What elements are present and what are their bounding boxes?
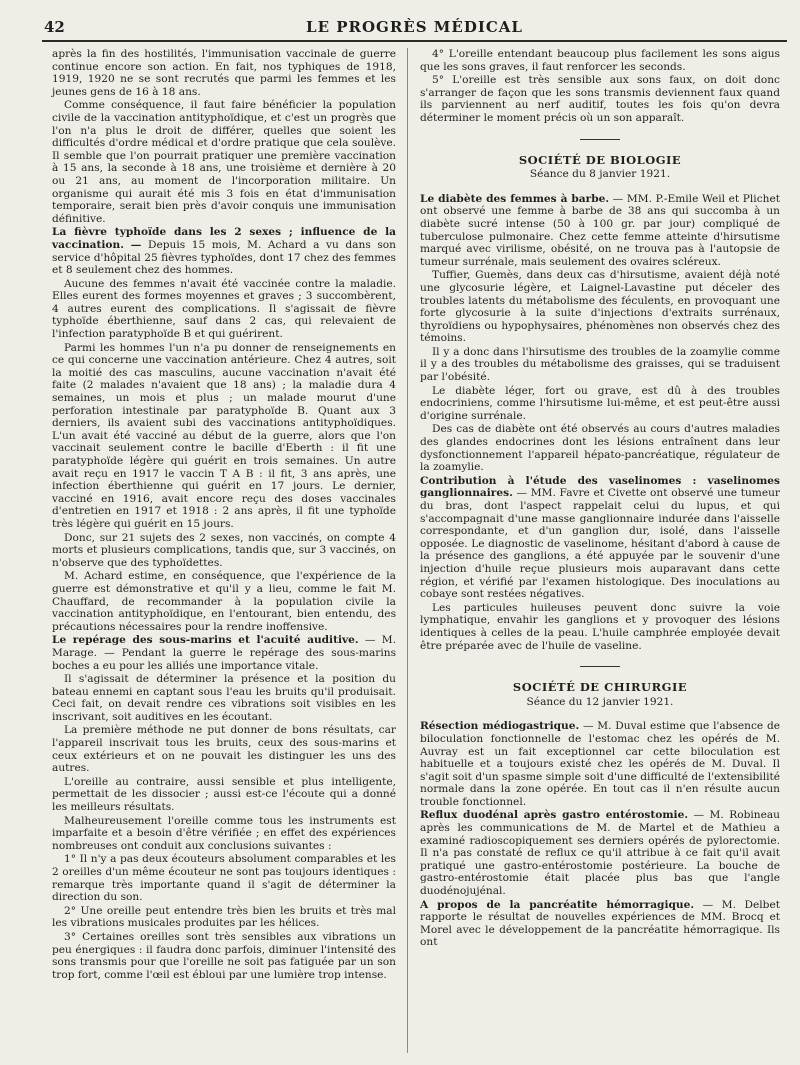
paragraph <box>52 570 396 633</box>
paragraph <box>420 899 780 949</box>
paragraph-lead: Le repérage des sous-marins et l'acuité auditive. <box>52 634 359 647</box>
paragraph-text: L'oreille au contraire, aussi sensible et plus intelligente, permettait de les dissocier ; aussi est-ce l'écoute qui a donné les meilleurs résultats. <box>52 775 396 814</box>
paragraph-text: Le diabète léger, fort ou grave, est dû à des troubles endocriniens, comme l'hirsutisme lui-même, et est peut-être aussi d'origine surrénale. <box>420 384 780 422</box>
paragraph <box>420 193 780 269</box>
section-separator <box>580 139 620 140</box>
section-separator <box>580 666 620 667</box>
session-date: Séance du 12 janvier 1921. <box>526 695 674 708</box>
paragraph-text: Donc, sur 21 sujets des 2 sexes, non vaccinés, on compte 4 morts et plusieurs complications, tandis que, sur 3 vaccinés, on n'observe que des typhoïdettes. <box>52 531 396 569</box>
paragraph <box>420 602 780 652</box>
paragraph <box>420 74 780 124</box>
paragraph <box>52 724 396 774</box>
paragraph <box>420 346 780 384</box>
paragraph-text: Des cas de diabète ont été observés au cours d'autres maladies des glandes endocrines dont les lésions entraînent dans leur dysfonctionnement l'appareil hépato-pancréatique, régulateur de la zoamylie. <box>420 423 780 474</box>
paragraph-text: — M. Duval estime que l'absence de biloculation fonctionnelle de l'estomac chez les opérés de M. Auvray est un fait exceptionnel car cette biloculation est habituelle et a toujours existé chez les opérés de M. Duval. Il s'agit soit d'un spasme simple soit d'une difficulté de l'extensibilité normale dans la zone opérée. En tout cas il n'en résulte aucun trouble fonctionnel. <box>420 720 780 808</box>
paragraph <box>52 48 396 98</box>
paragraph-lead: Reflux duodénal après gastro entérostomie. <box>420 809 689 822</box>
paragraph <box>420 475 780 601</box>
paragraph-text: M. Achard estime, en conséquence, que l'expérience de la guerre est démonstrative et qu'il y a lieu, comme le fait M. Chauffard, de recommander à la population civile la vaccination antityphoïdique, en l'entourant, bien entendu, des précautions nécessaires pour la rendre inoffensive. <box>52 570 396 633</box>
paragraph <box>52 342 396 531</box>
paragraph <box>420 48 780 73</box>
paragraph-text: — MM. Favre et Civette ont observé une tumeur du bras, dont l'aspect rappelait celui du lupus, et qui s'accompagnait d'une masse ganglionnaire indurée dans l'aisselle correspondante, et d'un ganglion dur, isolé, dans l'aisselle opposée. Le diagnostic de vaselinome, hésitant d'abord à cause de la présence des ganglions, a été appuyée par le souvenir d'une injection d'huile reçue plusieurs mois auparavant dans cette région, et vérifié par l'examen histologique. Des inoculations au cobaye sont restées négatives. <box>420 487 780 601</box>
column-divider <box>407 48 408 1053</box>
paragraph-text: Depuis 15 mois, M. Achard a vu dans son service d'hôpital 25 fièvres typhoïdes, dont 17 chez des femmes et 8 seulement chez des hommes. <box>52 238 396 277</box>
paragraph-text: 1° Il n'y a pas deux écouteurs absolument comparables et les 2 oreilles d'un même écouteur ne sont pas toujours identiques : remarque très importante quand il s'agit de déterminer la direction du son. <box>52 853 396 904</box>
paragraph <box>420 269 780 345</box>
paragraph <box>52 99 396 225</box>
paragraph-text: — M. Robineau après les communications de M. de Martel et de Mathieu a examiné radioscopiquement ses derniers opérés de pylorectomie. Il n'a pas constaté de reflux ce qu'il attribue à ce fait qu'il avait pratiqué une gastro-entérostomie postérieure. La bouche de gastro-entérostomie était placée plus bas que l'angle duodénojujénal. <box>420 809 781 898</box>
paragraph <box>420 423 780 473</box>
paragraph <box>52 278 396 341</box>
session-date: Séance du 8 janvier 1921. <box>529 168 671 181</box>
paragraph-text: Tuffier, Guemès, dans deux cas d'hirsutisme, avaient déjà noté une glycosurie légère, et Laignel-Lavastine put déceler des troubles latents du métabolisme des féculents, en provoquant une forte glycosurie à la suite d'injections d'extraits surrénaux, thyroïdiens ou hypophysaires, phénomènes non observés chez des témoins. <box>420 269 780 345</box>
paragraph <box>420 720 780 808</box>
paragraph <box>420 809 780 897</box>
paragraph <box>52 634 396 672</box>
paragraph-text: Malheureusement l'oreille comme tous les instruments est imparfaite et a besoin d'être vérifiée ; en effet des expériences nombreuses ont conduit aux conclusions suivantes : <box>52 814 396 852</box>
page-header <box>42 14 787 42</box>
paragraph <box>52 931 396 981</box>
paragraph <box>52 532 396 570</box>
paragraph-text: 2° Une oreille peut entendre très bien les bruits et très mal les vibrations musicales produites par les hélices. <box>52 904 396 930</box>
paragraph <box>52 226 396 276</box>
paragraph-text: La première méthode ne put donner de bons résultats, car l'appareil inscrivait tous les bruits, ceux des sous-marins et ceux extérieurs et on ne pouvait les distinguer les uns des autres. <box>52 724 396 775</box>
paragraph-text: Les particules huileuses peuvent donc suivre la voie lymphatique, envahir les ganglions et y provoquer des lésions identiques à celles de la peau. L'huile camphrée employée devait être préparée avec de l'huile de vaseline. <box>420 601 780 652</box>
society-heading: SOCIÉTÉ DE BIOLOGIE <box>518 152 682 167</box>
page-number: 42 <box>44 18 65 36</box>
paragraph-text: Aucune des femmes n'avait été vaccinée contre la maladie. Elles eurent des formes moyennes et graves ; 3 succombèrent, 4 autres eurent des complications. Il s'agissait de fièvre typhoïde éberthienne, sauf dans 2 cas, qui relevaient de l'infection paratyphoïde B et qui guérirent. <box>52 277 396 341</box>
paragraph-text: — MM. P.-Emile Weil et Plichet ont observé une femme à barbe de 38 ans qui succomba à un diabète sucré intense (50 à 100 gr. par jour) compliqué de tuberculose pulmonaire. Chez cette femme atteinte d'hirsutisme marqué avec virilisme, obésité, on ne trouva pas à l'autopsie de tumeur surrénale, mais seulement des ovaires scléreux. <box>420 192 780 268</box>
paragraph-text: 3° Certaines oreilles sont très sensibles aux vibrations un peu énergiques : il faudra donc parfois, diminuer l'intensité des sons transmis pour que l'oreille ne soit pas fatiguée par un son trop fort, comme l'œil est ébloui par une lumière trop intense. <box>52 930 396 981</box>
paragraph <box>52 853 396 903</box>
paragraph-text: Parmi les hommes l'un n'a pu donner de renseignements en ce qui concerne une vaccination antérieure. Chez 4 autres, soit la moitié des cas masculins, aucune vaccination n'avait été faite (2 malades n'avaient que 18 ans) ; la maladie dura 4 semaines, un mois et plus ; un malade mourut d'une perforation intestinale par paratyphoïde B. Quant aux 3 derniers, ils avaient subi des vaccinations antityphoïdiques. L'un avait été vacciné au début de la guerre, alors que l'on vaccinait seulement contre le bacille d'Eberth : il fit une paratyphoïde légère qui guérit en trois semaines. Un autre avait reçu en 1917 le vaccin T A B : il fit, 3 ans après, une infection éberthienne qui guérit en 17 jours. Le dernier, vacciné en 1916, avait encore reçu des doses vaccinales d'entretien en 1917 et 1918 : 2 ans après, il fit une typhoïde très légère qui guérit en 15 jours. <box>52 341 396 530</box>
paragraph <box>52 673 396 723</box>
paragraph-text: Il y a donc dans l'hirsutisme des troubles de la zoamylie comme il y a des troubles du métabolisme des graisses, qui se traduisent par l'obésité. <box>420 345 780 384</box>
paragraph-lead: La fièvre typhoïde dans les 2 sexes ; influence de la vaccination. — <box>52 226 396 251</box>
paragraph-text: 4° L'oreille entendant beaucoup plus facilement les sons aigus que les sons graves, il faut renforcer les seconds. <box>420 48 780 73</box>
paragraph <box>52 815 396 853</box>
paragraph-text: Il s'agissait de déterminer la présence et la position du bateau ennemi en captant sous l'eau les bruits qu'il produisait. Ceci fait, on devait rendre ces vibrations soit visibles en les inscrivant, soit auditives en les écoutant. <box>52 673 396 723</box>
journal-title: LE PROGRÈS MÉDICAL <box>306 18 523 36</box>
paragraph-text: — M. Marage. — Pendant la guerre le repérage des sous-marins boches a eu pour les alliés une importance vitale. <box>52 634 396 672</box>
paragraph-text: 5° L'oreille est très sensible aux sons faux, on doit donc s'arranger de façon que les sons transmis deviennent faux quand ils parviennent au nerf auditif, toutes les fois qu'on devra déterminer le moment précis où un son apparaît. <box>420 74 780 124</box>
paragraph <box>52 905 396 930</box>
paragraph <box>52 776 396 814</box>
paragraph-text: Comme conséquence, il faut faire bénéficier la population civile de la vaccination antityphoïdique, et c'est un progrès que l'on n'a plus le droit de différer, quelles que soient les difficultés d'ordre médical et d'ordre pratique que cela soulève. Il semble que l'on pourrait pratiquer une première vaccination à 15 ans, la seconde à 18 ans, une troisième et dernière à 20 ou 21 ans, au moment de l'incorporation militaire. Un organisme qui aurait été mis 3 fois en état d'immunisation temporaire, serait bien près d'avoir conquis une immunisation définitive. <box>52 99 396 225</box>
paragraph <box>420 385 780 423</box>
paragraph-lead: Le diabète des femmes à barbe. <box>420 192 610 205</box>
society-heading: SOCIÉTÉ DE CHIRURGIE <box>512 680 688 695</box>
left-column <box>52 48 396 982</box>
right-column <box>420 48 780 950</box>
paragraph-lead: Résection médiogastrique. <box>420 720 580 733</box>
paragraph-lead: Contribution à l'étude des vaselinomes : vaselinomes ganglionnaires. <box>420 474 780 500</box>
paragraph-lead: A propos de la pancréatite hémorragique. <box>420 898 695 911</box>
paragraph-text: — M. Delbet rapporte le résultat de nouvelles expériences de MM. Brocq et Morel avec le développement de la pancréatite hémorragique. Ils ont <box>420 898 780 949</box>
paragraph-text: après la fin des hostilités, l'immunisation vaccinale de guerre continue encore son action. En fait, nos typhiques de 1918, 1919, 1920 ne se sont recrutés que parmi les femmes et les jeunes gens de 16 à 18 ans. <box>52 48 396 98</box>
